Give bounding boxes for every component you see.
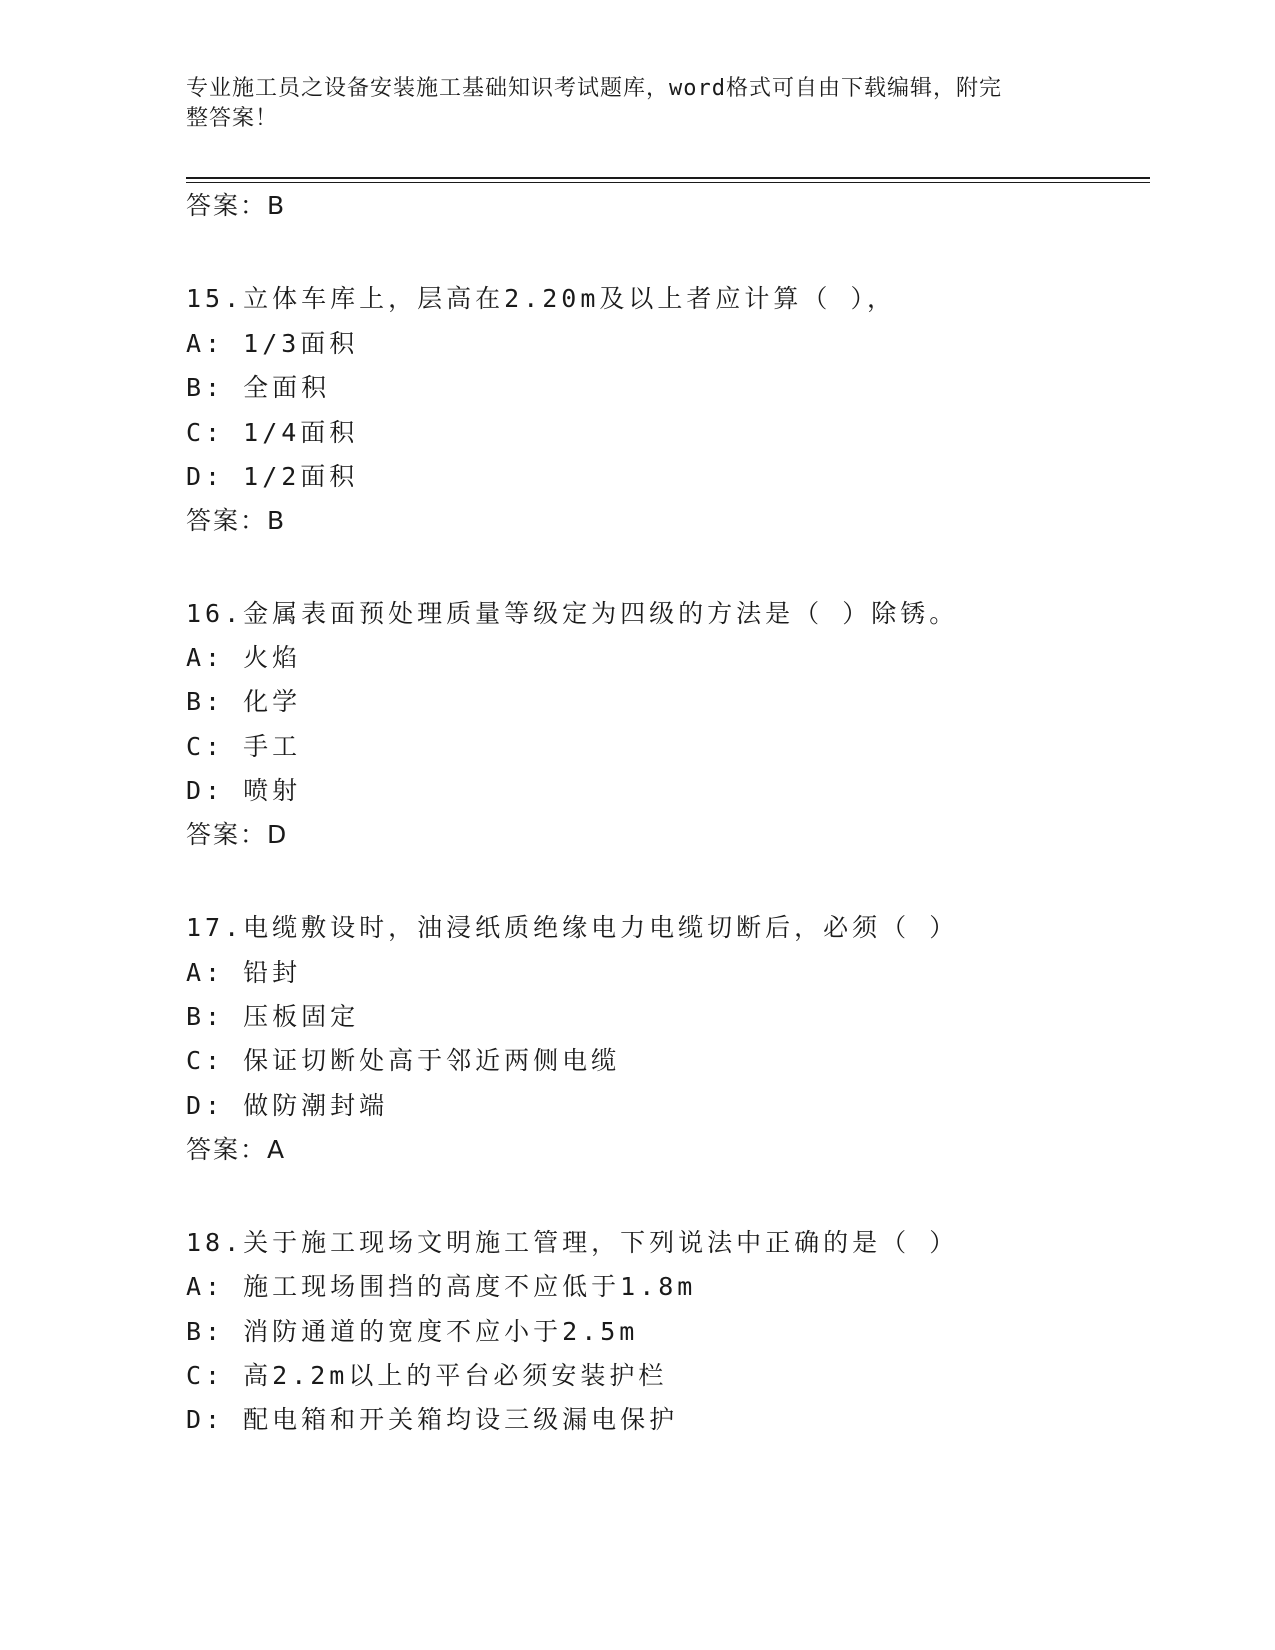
question-17-option-a: A: 铅封 xyxy=(186,958,302,987)
header-line-1: 专业施工员之设备安装施工基础知识考试题库，word格式可自由下载编辑，附完 xyxy=(186,76,1002,101)
document-header xyxy=(186,74,1066,134)
question-15-option-a: A: 1/3面积 xyxy=(186,329,359,358)
question-16-option-b: B: 化学 xyxy=(186,687,302,716)
question-18-stem: 18.关于施工现场文明施工管理，下列说法中正确的是（ ） xyxy=(186,1228,959,1257)
question-15-answer: 答案：B xyxy=(186,506,287,535)
question-17-stem: 17.电缆敷设时，油浸纸质绝缘电力电缆切断后，必须（ ） xyxy=(186,913,959,942)
question-17-option-d: D: 做防潮封端 xyxy=(186,1091,389,1120)
question-16-option-a: A: 火焰 xyxy=(186,643,302,672)
question-18-option-b: B: 消防通道的宽度不应小于2.5m xyxy=(186,1317,639,1346)
question-18-option-a: A: 施工现场围挡的高度不应低于1.8m xyxy=(186,1272,697,1301)
previous-answer: 答案：B xyxy=(186,191,287,220)
question-17-option-b: B: 压板固定 xyxy=(186,1002,360,1031)
question-16-stem: 16.金属表面预处理质量等级定为四级的方法是（ ）除锈。 xyxy=(186,599,959,628)
question-16-option-c: C: 手工 xyxy=(186,732,302,761)
question-15-option-c: C: 1/4面积 xyxy=(186,418,359,447)
question-15-option-d: D: 1/2面积 xyxy=(186,462,359,491)
question-15-stem: 15.立体车库上，层高在2.20m及以上者应计算（ ）， xyxy=(186,284,896,313)
header-line-2: 整答案！ xyxy=(186,106,279,131)
question-18-option-d: D: 配电箱和开关箱均设三级漏电保护 xyxy=(186,1405,679,1434)
question-18-option-c: C: 高2.2m以上的平台必须安装护栏 xyxy=(186,1361,668,1390)
question-15-option-b: B: 全面积 xyxy=(186,373,331,402)
question-16-option-d: D: 喷射 xyxy=(186,776,302,805)
question-16-answer: 答案：D xyxy=(186,820,289,849)
question-17-option-c: C: 保证切断处高于邻近两侧电缆 xyxy=(186,1046,621,1075)
question-17-answer: 答案：A xyxy=(186,1135,287,1164)
header-divider-thin xyxy=(186,182,1150,183)
header-divider xyxy=(186,177,1150,179)
